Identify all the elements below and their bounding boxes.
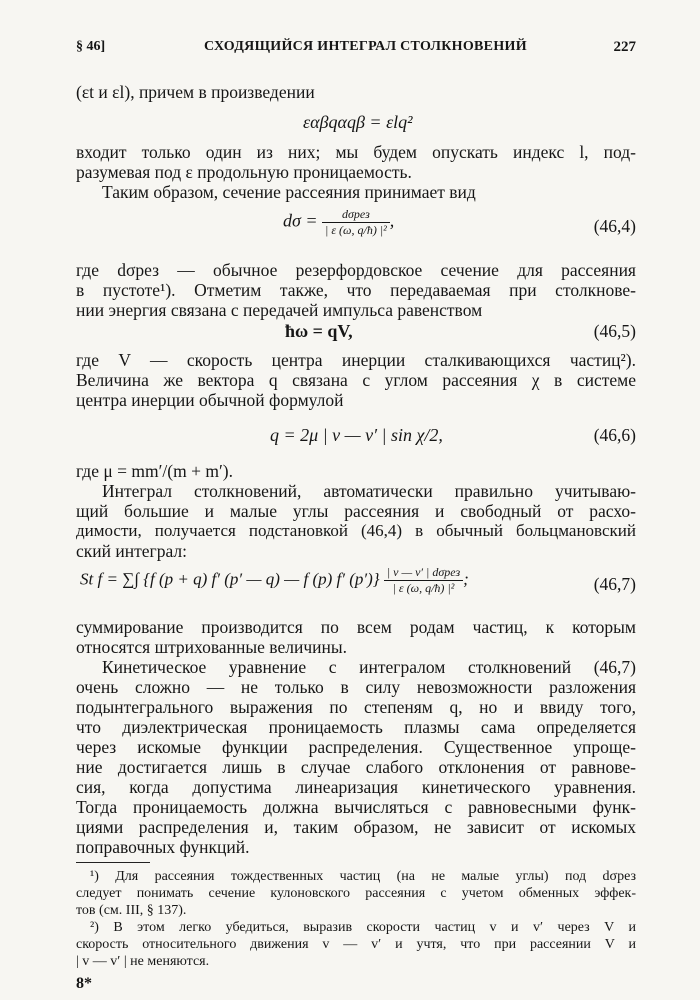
formula-epsilon-product: εαβqαqβ = εlq² [303, 112, 413, 132]
signature-mark: 8* [76, 975, 92, 992]
formula-tail: ; [463, 569, 469, 589]
formula-integrand: St f = ∑∫ {f (p + q) f′ (p′ — q) — f (p) f′ (p′)} [80, 569, 380, 589]
formula-46-6: q = 2μ | v — v′ | sin χ/2, [270, 425, 443, 445]
text-line: через искомые функции распределения. Существенное упроще- [76, 737, 636, 757]
footnote-line: тов (см. III, § 137). [76, 903, 187, 918]
text-line: циями распределения и, таким образом, не зависит от искомых [76, 817, 636, 837]
running-title: СХОДЯЩИЙСЯ ИНТЕГРАЛ СТОЛКНОВЕНИЙ [204, 39, 527, 54]
text-line: очень сложно — не только в силу невозможности разложения [76, 677, 636, 697]
formula-lhs: dσ = [283, 210, 318, 231]
equation-number: (46,7) [593, 574, 636, 594]
text-line: щий большие и малые углы рассеяния и свободный от расхо- [76, 501, 636, 521]
fraction-numerator: dσрез [322, 207, 390, 223]
text-line: Интеграл столкновений, автоматически правильно учитываю- [102, 481, 636, 501]
equation-number: (46,6) [593, 425, 636, 445]
text-line: относятся штрихованные величины. [76, 637, 347, 657]
formula-tail: , [389, 210, 395, 231]
text-line: подынтегрального выражения по степеням q, но и ввиду того, [76, 697, 636, 717]
text-line: центра инерции обычной формулой [76, 390, 344, 410]
section-ref: § 46] [76, 39, 106, 54]
formula-46-7 [80, 565, 469, 596]
text-line: где V — скорость центра инерции сталкивающихся частиц²). [76, 350, 636, 370]
footnote-line: | v — v′ | не меняются. [76, 954, 210, 969]
footnote-line: следует понимать сечение кулоновского рассеяния с учетом обменных эффек- [76, 886, 636, 901]
text-line: разумевая под ε продольную проницаемость. [76, 162, 412, 182]
text-line: Таким образом, сечение рассеяния принимает вид [102, 182, 476, 202]
text-line: (εt и εl), причем в произведении [76, 82, 315, 102]
footnote-line: скорость относительного движения v — v′ и учтя, что при рассеянии V и [76, 937, 636, 952]
footnote-line: ²) В этом легко убедиться, выразив скорости частиц v и v′ через V и [90, 920, 636, 935]
text-line: ский интеграл: [76, 541, 187, 561]
fraction-numerator: | v — v′ | dσрез [384, 565, 463, 581]
text-line: димости, получается подстановкой (46,4) в обычный больцмановский [76, 521, 636, 540]
fraction [384, 565, 463, 596]
equation-number: (46,5) [593, 321, 636, 341]
page-number: 227 [613, 39, 636, 55]
running-header [76, 39, 636, 61]
text-line: Кинетическое уравнение с интегралом столкновений (46,7) [102, 657, 636, 677]
text-line: поправочных функций. [76, 837, 250, 857]
text-line: где μ = mm′/(m + m′). [76, 461, 233, 481]
formula-46-4 [283, 207, 394, 238]
fraction [322, 207, 390, 238]
text-line: суммирование производится по всем родам частиц, к которым [76, 617, 636, 637]
equation-number: (46,4) [593, 216, 636, 236]
text-line: в пустоте¹). Отметим также, что передаваемая при столкнове- [76, 280, 636, 300]
footnote-divider [76, 862, 150, 863]
text-line: где dσрез — обычное резерфордовское сечение для рассеяния [76, 260, 636, 280]
text-line: Величина же вектора q связана с углом рассеяния χ в системе [76, 370, 636, 390]
formula-46-5: ħω = qV, [285, 321, 353, 341]
fraction-denominator: | ε (ω, q/ħ) |² [392, 581, 455, 595]
text-line: что диэлектрическая проницаемость плазмы сама определяется [76, 717, 636, 737]
text-line: Тогда проницаемость должна вычисляться с равновесными функ- [76, 797, 636, 817]
text-line: ние достигается лишь в случае слабого отклонения от равнове- [76, 757, 636, 777]
fraction-denominator: | ε (ω, q/ħ) |² [325, 223, 387, 237]
text-line: сия, когда допустима линеаризация кинетического уравнения. [76, 777, 636, 797]
footnote-line: ¹) Для рассеяния тождественных частиц (на не малые углы) под dσрез [90, 869, 636, 884]
text-line: входит только один из них; мы будем опускать индекс l, под- [76, 142, 636, 162]
text-line: нии энергия связана с передачей импульса равенством [76, 300, 483, 320]
